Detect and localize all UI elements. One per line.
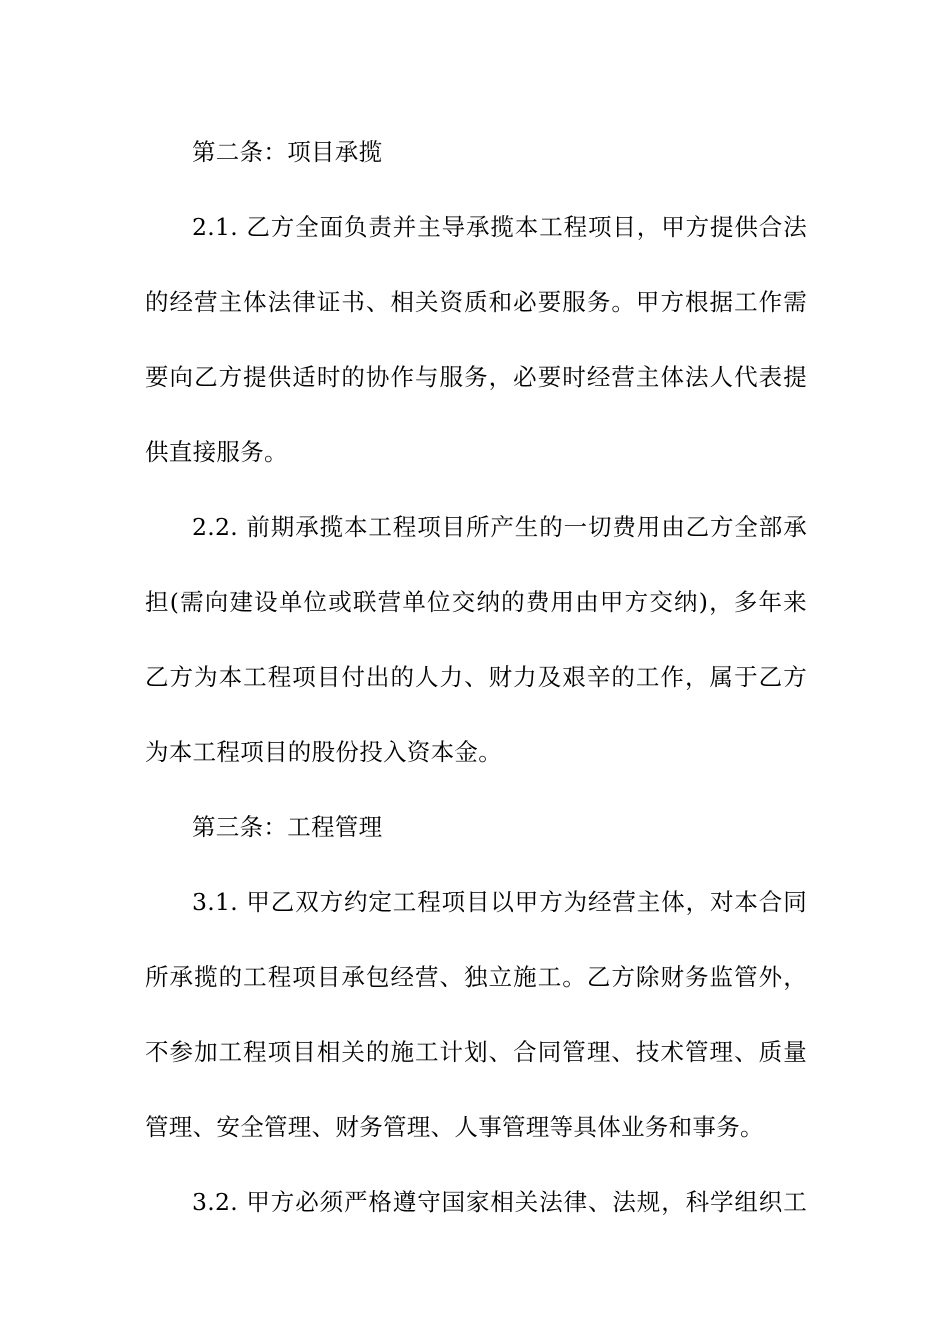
paragraph-line: 管理、安全管理、财务管理、人事管理等具体业务和事务。 — [145, 1113, 764, 1141]
paragraph-line: 2.1. 乙方全面负责并主导承揽本工程项目，甲方提供合法 — [192, 213, 807, 241]
paragraph-line: 担(需向建设单位或联营单位交纳的费用由甲方交纳)，多年来 — [145, 588, 807, 616]
paragraph-line: 3.2. 甲方必须严格遵守国家相关法律、法规，科学组织工 — [192, 1188, 807, 1216]
section-heading: 第二条：项目承揽 — [192, 138, 383, 166]
paragraph-line: 供直接服务。 — [145, 438, 288, 466]
paragraph-line: 3.1. 甲乙双方约定工程项目以甲方为经营主体，对本合同 — [192, 888, 807, 916]
paragraph-line: 要向乙方提供适时的协作与服务，必要时经营主体法人代表提 — [145, 363, 807, 391]
section-heading: 第三条：工程管理 — [192, 813, 383, 841]
paragraph-line: 乙方为本工程项目付出的人力、财力及艰辛的工作，属于乙方 — [145, 663, 807, 691]
paragraph-line: 不参加工程项目相关的施工计划、合同管理、技术管理、质量 — [145, 1038, 807, 1066]
paragraph-line: 2.2. 前期承揽本工程项目所产生的一切费用由乙方全部承 — [192, 513, 807, 541]
paragraph-line: 为本工程项目的股份投入资本金。 — [145, 738, 502, 766]
paragraph-line: 的经营主体法律证书、相关资质和必要服务。甲方根据工作需 — [145, 288, 807, 316]
paragraph-line: 所承揽的工程项目承包经营、独立施工。乙方除财务监管外， — [145, 963, 807, 991]
